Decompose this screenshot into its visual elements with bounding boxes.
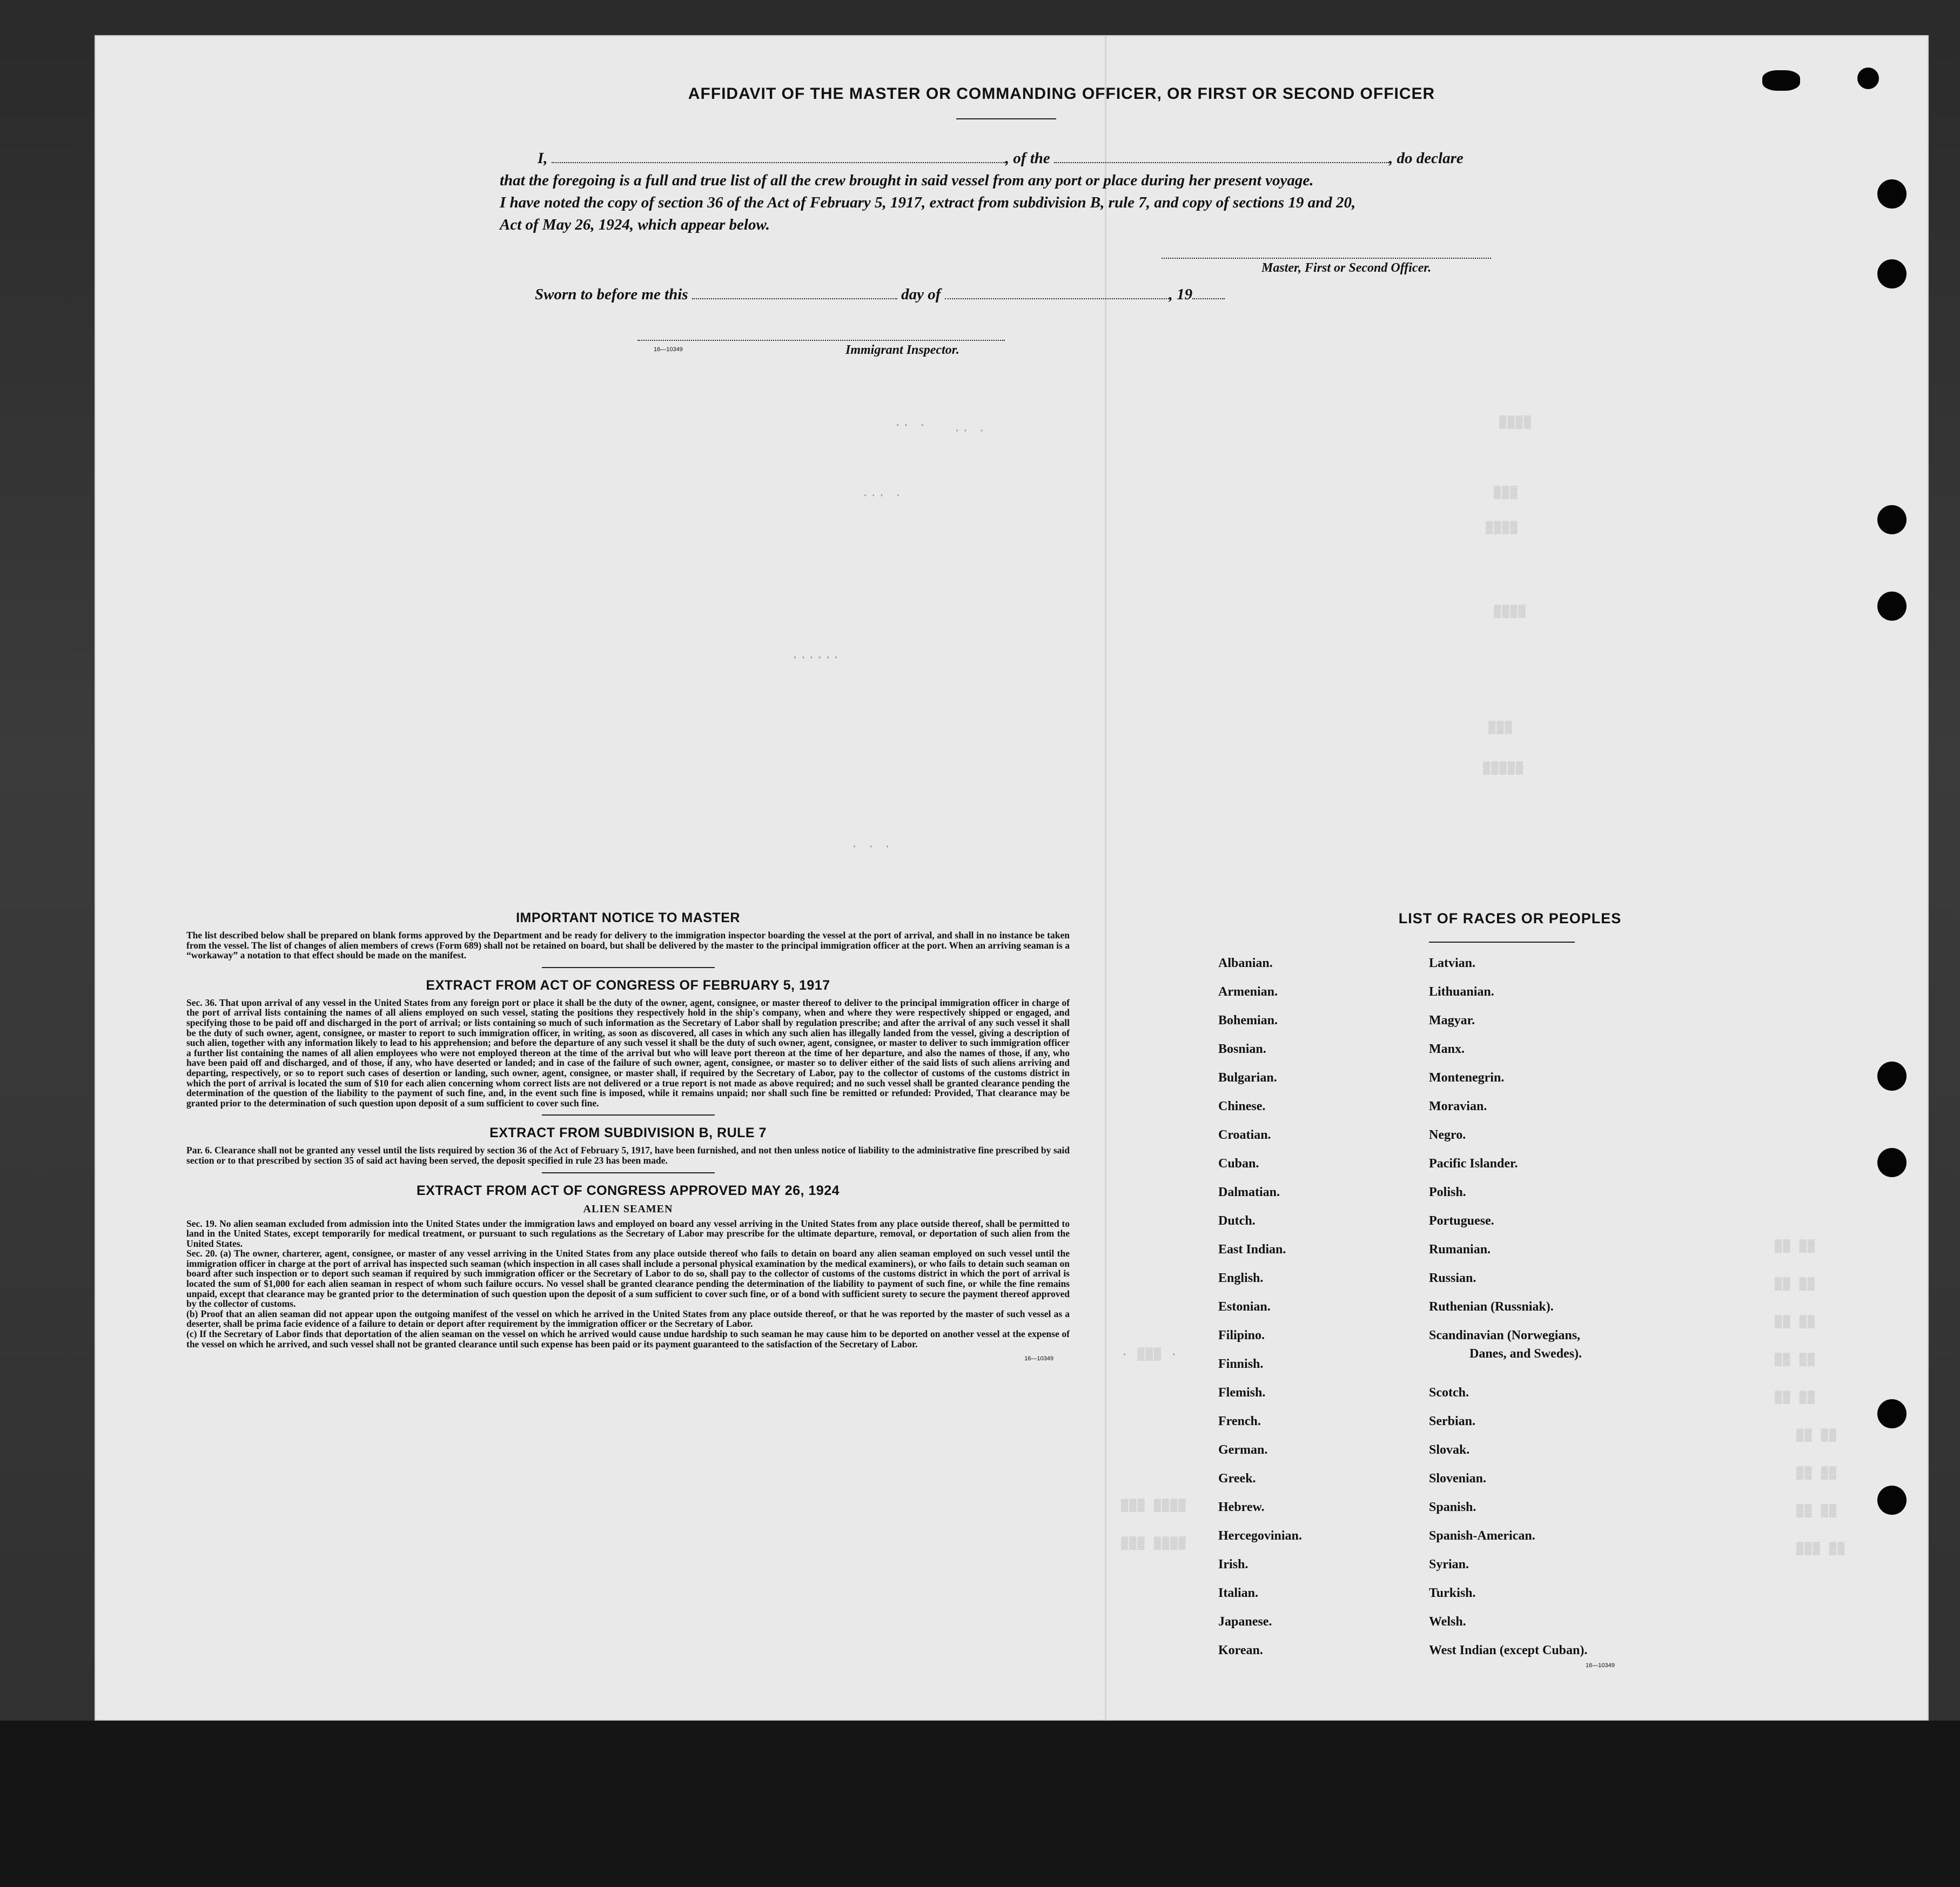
race-left-6: Chinese.	[1218, 1099, 1266, 1113]
race-right-1: Latvian.	[1429, 956, 1476, 970]
bleed-through-mark: ▒▒ ▒▒	[1796, 1505, 1838, 1518]
race-left-21: Hercegovinian.	[1218, 1529, 1302, 1543]
race-right-23: Welsh.	[1429, 1615, 1466, 1629]
bleed-through-mark: · · ·	[851, 840, 892, 854]
race-left-14: Filipino.	[1218, 1328, 1265, 1342]
section-divider	[542, 1114, 715, 1116]
bleed-through-mark: ▒▒▒	[1494, 486, 1519, 500]
race-right-17: Slovak.	[1429, 1443, 1470, 1457]
bleed-through-mark: ▒▒▒	[1488, 721, 1513, 735]
race-left-11: East Indian.	[1218, 1243, 1286, 1257]
extract-1917-title: EXTRACT FROM ACT OF CONGRESS OF FEBRUARY 5, 1917	[426, 977, 830, 993]
bleed-through-mark: ▒▒▒ ▒▒▒▒	[1121, 1537, 1187, 1550]
race-left-18: German.	[1218, 1443, 1268, 1457]
race-right-14-continued: Danes, and Swedes).	[1469, 1347, 1582, 1361]
day-of-label: day of	[901, 286, 941, 303]
race-right-9: Polish.	[1429, 1185, 1466, 1199]
race-right-20: Spanish-American.	[1429, 1529, 1535, 1543]
bleed-through-mark: ·· ·	[894, 419, 927, 432]
sec-20a-text: Sec. 20. (a) The owner, charterer, agent, consignee, or master of any vessel arriving in the United States from any place outside thereof who fails to detain on board any alien seaman employed on such vessel until the immigration officer in charge at the port of arrival has inspected such seaman (which inspection in all cases shall include a personal physical examination by the medical examiners), or who fails to detain such seaman on board after such inspection or to deport such seaman if required by such immigration officer or the Secretary of Labor to do so, shall pay to the collector of customs of the customs district in which the port of arrival is located the sum of $1,000 for each alien seaman in respect of whom such failure occurs. No vessel shall be granted clearance pending the determination of the liability to payment of such fine, or while the fine remains unpaid, except that clearance may be granted prior to the determination of such question upon the deposit of a sum sufficient to cover such fine, or of a bond with sufficient surety to secure the payment thereof approved by the collector of customs.	[186, 1248, 1070, 1310]
notice-body: The list described below shall be prepared on blank forms approved by the Department and be ready for delivery to the immigration inspector boarding the vessel at the port of arrival, and shall in no instance be taken from the vessel. The list of changes of alien members of crews (Form 689) shall not be retained on board, but shall be delivered by the master to the principal immigration officer at the port. When an arriving seaman is a “workaway” a notation to that effect should be made on the manifest.	[186, 930, 1070, 961]
scan-bottom-border	[0, 1721, 1960, 1887]
sec-19-text: Sec. 19. No alien seaman excluded from admission into the United States under the immigration laws and employed on board any vessel arriving in the United States from any place outside thereof, shall be permitted to land in the United States, except temporarily for medical treatment, or pursuant to such regulations as the Secretary of Labor may prescribe for the ultimate departure, removal, or deportation of such alien from the United States.	[186, 1218, 1070, 1249]
bleed-through-mark: ▒▒▒▒	[1494, 605, 1527, 619]
race-left-10: Dutch.	[1218, 1214, 1256, 1228]
bleed-through-mark: · ▒▒▒ ·	[1121, 1348, 1179, 1361]
sec-20b-text: (b) Proof that an alien seaman did not appear upon the outgoing manifest of the vessel on which he arrived in the United States from any place outside thereof, or that he was reported by the master of such vessel as a deserter, shall be prima facie evidence of a failure to detain or deport after requirement by the immigration officer or the Secretary of Labor.	[186, 1308, 1070, 1329]
race-left-7: Croatian.	[1218, 1128, 1271, 1142]
race-right-19: Spanish.	[1429, 1500, 1476, 1514]
subdivision-body: Par. 6. Clearance shall not be granted any vessel until the lists required by section 36 of the Act of February 5, 1917, have been furnished, and not then unless notice of liability to the administrative fine prescribed by said section or to that prescribed by section 35 of said act having been served, the deposit specified in rule 23 has been made.	[186, 1145, 1070, 1166]
race-right-6: Moravian.	[1429, 1099, 1487, 1113]
extract-form-number: 16—10349	[1024, 1355, 1053, 1362]
race-left-25: Korean.	[1218, 1643, 1263, 1657]
race-left-2: Armenian.	[1218, 985, 1278, 999]
race-left-5: Bulgarian.	[1218, 1071, 1277, 1085]
form-sheet	[95, 35, 1929, 1721]
punch-hole	[1877, 259, 1907, 288]
bleed-through-mark: ·· ·	[954, 424, 986, 438]
bleed-through-mark: ··· ·	[862, 489, 903, 502]
declaration-line	[500, 147, 1613, 170]
races-form-number: 16—10349	[1586, 1662, 1615, 1669]
race-left-19: Greek.	[1218, 1472, 1256, 1486]
race-right-22: Turkish.	[1429, 1586, 1476, 1600]
race-right-7: Negro.	[1429, 1128, 1466, 1142]
race-left-3: Bohemian.	[1218, 1013, 1278, 1028]
bleed-through-mark: ▒▒▒▒	[1486, 521, 1519, 535]
bleed-through-mark: ▒▒▒▒	[1499, 416, 1532, 429]
race-left-4: Bosnian.	[1218, 1042, 1266, 1056]
race-left-8: Cuban.	[1218, 1157, 1259, 1171]
bleed-through-mark: ▒▒▒ ▒▒	[1796, 1542, 1846, 1556]
bleed-through-mark: ▒▒▒ ▒▒▒▒	[1121, 1499, 1187, 1513]
sworn-day-field[interactable]	[692, 285, 897, 299]
race-right-13: Ruthenian (Russniak).	[1429, 1300, 1554, 1314]
vessel-prefix: , of the	[1005, 150, 1050, 167]
race-right-5: Montenegrin.	[1429, 1071, 1505, 1085]
declaration-text-4: Act of May 26, 1924, which appear below.	[500, 216, 770, 233]
bleed-through-mark: ······	[791, 651, 841, 664]
punch-hole	[1877, 592, 1907, 621]
race-left-23: Italian.	[1218, 1586, 1259, 1600]
race-right-18: Slovenian.	[1429, 1472, 1487, 1486]
sworn-line	[535, 284, 1225, 306]
section-divider	[542, 1172, 715, 1173]
section-divider	[542, 967, 715, 968]
sworn-prefix: Sworn to before me this	[535, 286, 688, 303]
inspector-caption: Immigrant Inspector.	[845, 343, 959, 357]
declaration-text-3: I have noted the copy of section 36 of the Act of February 5, 1917, extract from subdivision B, rule 7, and copy of sections 19 and 20,	[500, 194, 1356, 211]
affidavit-form-number: 16—10349	[654, 346, 683, 353]
punch-hole	[1857, 68, 1879, 89]
inspector-signature-field[interactable]	[637, 339, 1005, 341]
title-underline	[956, 118, 1056, 119]
affidavit-body	[500, 147, 1613, 236]
race-right-15: Scotch.	[1429, 1386, 1469, 1400]
punch-hole	[1877, 1148, 1907, 1177]
race-left-1: Albanian.	[1218, 956, 1273, 970]
race-left-15: Finnish.	[1218, 1357, 1264, 1371]
race-right-4: Manx.	[1429, 1042, 1465, 1056]
race-left-24: Japanese.	[1218, 1615, 1272, 1629]
race-right-24: West Indian (except Cuban).	[1429, 1643, 1588, 1657]
declaration-text-2: that the foregoing is a full and true list of all the crew brought in said vessel from any port or place during her present voyage.	[500, 172, 1314, 189]
bleed-through-mark: ▒▒ ▒▒	[1796, 1467, 1838, 1480]
sworn-year-field[interactable]	[1192, 285, 1225, 299]
race-left-16: Flemish.	[1218, 1386, 1266, 1400]
race-left-17: French.	[1218, 1414, 1261, 1428]
punch-hole	[1877, 1062, 1907, 1091]
vessel-name-field[interactable]	[1054, 149, 1389, 163]
notices-column	[186, 910, 1070, 1362]
race-left-22: Irish.	[1218, 1557, 1249, 1572]
master-signature-field[interactable]	[1162, 257, 1491, 259]
bleed-through-mark: ▒▒ ▒▒	[1775, 1315, 1816, 1329]
race-right-8: Pacific Islander.	[1429, 1157, 1518, 1171]
alien-seamen-subtitle: ALIEN SEAMEN	[583, 1203, 673, 1215]
races-title: LIST OF RACES OR PEOPLES	[1398, 910, 1622, 926]
punch-hole	[1877, 1399, 1907, 1428]
affidavit-title: AFFIDAVIT OF THE MASTER OR COMMANDING OFFICER, OR FIRST OR SECOND OFFICER	[688, 85, 1435, 103]
race-right-3: Magyar.	[1429, 1013, 1475, 1028]
subdivision-title: EXTRACT FROM SUBDIVISION B, RULE 7	[489, 1125, 767, 1141]
punch-hole	[1877, 505, 1907, 534]
bleed-through-mark: ▒▒ ▒▒	[1775, 1391, 1816, 1405]
year-prefix: , 19	[1169, 286, 1193, 303]
extract-1924-title: EXTRACT FROM ACT OF CONGRESS APPROVED MAY 26, 1924	[416, 1183, 840, 1198]
bleed-through-mark: ▒▒ ▒▒	[1775, 1353, 1816, 1367]
race-right-10: Portuguese.	[1429, 1214, 1494, 1228]
declarant-prefix: I,	[538, 150, 548, 167]
race-left-20: Hebrew.	[1218, 1500, 1265, 1514]
race-right-21: Syrian.	[1429, 1557, 1469, 1572]
master-signature-caption: Master, First or Second Officer.	[1261, 261, 1432, 275]
sworn-month-field[interactable]	[945, 285, 1169, 299]
declare-suffix: , do declare	[1389, 150, 1464, 167]
extract-1917-body: Sec. 36. That upon arrival of any vessel in the United States from any foreign port or place it shall be the duty of the owner, agent, consignee, or master thereof to deliver to the principal immigration officer in charge of the port of arrival lists containing the names of all aliens employed on such vessel, stating the positions they respectively hold in the ship's company, when and where they were respectively shipped or engaged, and specifying those to be paid off and discharged in the port of arrival; or lists containing so much of such information as the Secretary of Labor shall by regulation prescribe; and after the arrival of any such vessel it shall be the duty of such owner, agent, consignee, or master to report to such immigration officer, in writing, as soon as discovered, all cases in which any such alien has illegally landed from the vessel, giving a description of such alien, together with any information likely to lead to his apprehension; and before the departure of any such vessel it shall be the duty of such owner, agent, consignee, or master to deliver to such immigration officer a further list containing the names of all alien employees who were not employed thereon at the time of the arrival but who will leave port thereon at the time of her departure, and also the names of those, if any, who have been paid off and discharged, and of those, if any, who have deserted or landed; and in case of the failure of such owner, agent, consignee, or master so to deliver either of the said lists of such aliens arriving and departing, respectively, or so to report such cases of desertion or landing, such owner, agent, consignee, or master shall, if required by the Secretary of Labor, pay to the collector of customs of the customs district in which the port of arrival is located the sum of $10 for each alien concerning whom correct lists are not delivered or a true report is not made as above required; and no such vessel shall be granted clearance pending the determination of the question of the liability to the payment of such fine, and, in the event such fine is imposed, while it remains unpaid; nor shall such fine be remitted or refunded: Provided, That clearance may be granted prior to the determination of such question upon deposit of a sum sufficient to cover such fine.	[186, 997, 1070, 1109]
punch-hole	[1877, 1486, 1907, 1515]
notice-title: IMPORTANT NOTICE TO MASTER	[516, 910, 740, 925]
race-right-12: Russian.	[1429, 1271, 1476, 1285]
race-left-9: Dalmatian.	[1218, 1185, 1280, 1199]
race-left-13: Estonian.	[1218, 1300, 1271, 1314]
race-right-2: Lithuanian.	[1429, 985, 1494, 999]
bleed-through-mark: ▒▒ ▒▒	[1796, 1429, 1838, 1442]
declarant-name-field[interactable]	[552, 149, 1005, 163]
bleed-through-mark: ▒▒ ▒▒	[1775, 1278, 1816, 1291]
race-right-14: Scandinavian (Norwegians,	[1429, 1328, 1581, 1342]
race-right-11: Rumanian.	[1429, 1243, 1491, 1257]
bleed-through-mark: ▒▒▒▒▒	[1483, 762, 1525, 775]
punch-mark	[1762, 70, 1800, 91]
race-right-16: Serbian.	[1429, 1414, 1476, 1428]
race-left-12: English.	[1218, 1271, 1264, 1285]
races-title-underline	[1429, 942, 1575, 943]
sec-20c-text: (c) If the Secretary of Labor finds that deportation of the alien seaman on the vessel on which he arrived would cause undue hardship to such seaman he may cause him to be deported on another vessel at the expense of the vessel on which he arrived, and such vessel shall not be granted clearance until such expense has been paid or its payment guaranteed to the satisfaction of the Secretary of Labor.	[186, 1328, 1070, 1349]
punch-hole	[1877, 179, 1907, 209]
bleed-through-mark: ▒▒ ▒▒	[1775, 1240, 1816, 1253]
